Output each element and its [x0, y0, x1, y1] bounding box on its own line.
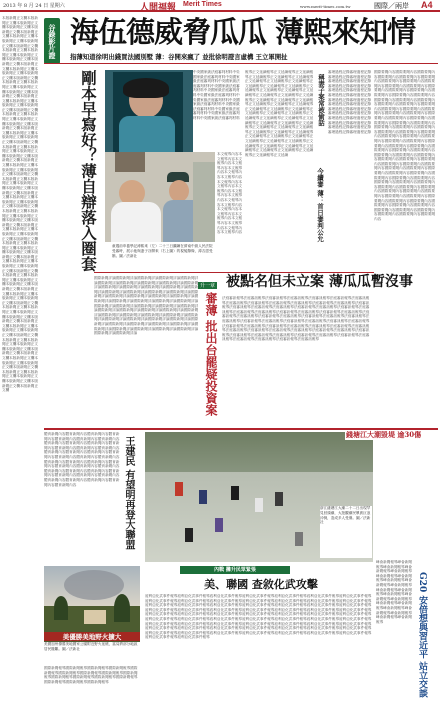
lead-body-a: 本文報導內容本文報導內容本文報導內容本文報導內容本文報導內容本文報導內容本文報導內容本文報導內容本文報導內容本文報導內容本文報導內容本文報導內容本文報導內容本文報導內容本文報導內容本文報導內容本文報導內容本文報導內容本文報導內容本文報導內容本文報導內容 — [217, 152, 243, 235]
caption-text: 浙江錢塘江大潮二十二日出現罕見回頭潮，大批觀潮民眾被巨浪沖倒，造成多人受傷。 — [320, 506, 371, 520]
lead-body-b: 報導正文延續報導正文延續報導正文延續報導正文延續報導正文延續報導正文延續報導正文延續報導正文延續報導正文延續報導正文延續報導正文延續報導正文延續報導正文延續報導正文延續報導正文延續報導正文延續報導正文延續報導正文延續報導正文延續報導正文延續報導正文延續報導正文延續報導正文延續報導正文延續報導正文延續報導正文延續報導正文延續報導正文延續報導正文延續報導正文延續報導正文延續報導正文延續報導正文延續報導正文延續報導正文延續報導正文延續報導正文延續報導正文延續報導正文延續報導正文延續報導正文延續報導正文延續報導正文延續報導正文延續報導正文延續報導正文延續報導正文延續報導正文延續報導正文延續報導正文延續報導正文延續報導正文延續報導正文延續報導正文延續報導正文延續報導正文延續報導正文延續報導正文延續報導正文延續 — [245, 70, 314, 157]
side-kicker-1: 稱妻子案常被偷話 — [317, 74, 325, 126]
caption-text: 美國加州優勝美地國家公園附近野火延燒，當局將部分地區居民撤離。 — [44, 642, 138, 651]
defendant-photo — [105, 70, 193, 152]
story2-body-a: 國際新聞評論國際新聞評論國際新聞評論國際新聞評論國際新聞評論國際新聞評論國際新聞評論國際新聞評論國際新聞評論國際新聞評論國際新聞評論國際新聞評論國際新聞評論國際新聞評論國際新聞評論國際新聞評論國際新聞評論國際新聞評論國際新聞評論國際新聞評論國際新聞評論國際新聞評論國際新聞評論國際新聞評論國際新聞評論國際新聞評論國際新聞評論國際新聞評論國際新聞評論國際新聞評論國際新聞評論國際新聞評論國際新聞評論國際新聞評論國際新聞評論國際新聞評論國際新聞評論國際新聞評論國際新聞評論國際新聞評論國際新聞評論國際新聞評論國際新聞評論國際新聞評論國際新聞評論國際新聞評論國際新聞評論國際新聞評論國際新聞評論國際新聞評論國際新聞評論國際新聞評論國際新聞評論國際新聞評論國際新聞評論國際新聞評論國際新聞評論國際新聞評論國際新聞評論國際新聞評論 — [94, 276, 199, 336]
flood-label: 錢塘江大潮毀堤 逾30傷 — [346, 430, 422, 439]
lead-body-c: 審理過程記錄審理過程記錄審理過程記錄審理過程記錄審理過程記錄審理過程記錄審理過程記錄審理過程記錄審理過程記錄審理過程記錄審理過程記錄審理過程記錄審理過程記錄審理過程記錄審理過程記錄審理過程記錄審理過程記錄審理過程記錄審理過程記錄審理過程記錄審理過程記錄審理過程記錄審理過程記錄審理過程記錄審理過程記錄審理過程記錄審理過程記錄審理過程記錄 — [328, 70, 372, 134]
lead-photo-caption — [112, 244, 216, 268]
story4-tag: 內戰 攤升民眾緊張 — [180, 566, 290, 574]
divider — [44, 63, 438, 64]
photo-credit: 圖／法新社 — [119, 253, 138, 258]
courtroom-photo — [105, 152, 215, 242]
caption-text: 童週前申養學記溥熙來（左）二十三日繼續在濟南中級人民法院受審時，展示他與妻子谷開來（右上圖）的視頻錄像，薄否認受賄。 — [112, 244, 213, 258]
g20-kicker: G20 安倍想與習近平 站立交談 — [417, 572, 427, 698]
story2-badge: 升一章 — [200, 283, 216, 289]
photo-credit: 圖／法新社 — [320, 515, 371, 525]
issue-date: 2013 年 8 月 24 日 星期六 — [3, 3, 65, 9]
topic-tag: 谷錄影片證 — [44, 18, 60, 64]
masthead: 人間福報 — [140, 3, 177, 13]
story2-kicker: 審薄 批出台罷疑投資案 — [204, 292, 218, 417]
side-kicker-2: 今續審 薄：首日審判公允 — [316, 168, 324, 242]
lead-kicker: 剛本早寫好？薄自辯落入圈套 — [79, 70, 98, 272]
story2-body-b: 法庭審訊報導法庭審訊報導法庭審訊報導法庭審訊報導法庭審訊報導法庭審訊報導法庭審訊報導法庭審訊報導法庭審訊報導法庭審訊報導法庭審訊報導法庭審訊報導法庭審訊報導法庭審訊報導法庭審訊報導法庭審訊報導法庭審訊報導法庭審訊報導法庭審訊報導法庭審訊報導法庭審訊報導法庭審訊報導法庭審訊報導法庭審訊報導法庭審訊報導法庭審訊報導法庭審訊報導法庭審訊報導法庭審訊報導法庭審訊報導法庭審訊報導法庭審訊報導法庭審訊報導法庭審訊報導法庭審訊報導法庭審訊報導法庭審訊報導法庭審訊報導法庭審訊報導法庭審訊報導法庭審訊報導法庭審訊報導法庭審訊報導法庭審訊報導法庭審訊報導法庭審訊報導法庭審訊報導法庭審訊報導法庭審訊報導法庭審訊報導法庭審訊報導法庭審訊報導法庭審訊報導法庭審訊報導法庭審訊報導法庭審訊報導法庭審訊報導法庭審訊報導法庭審訊報導法庭審訊報導法庭審訊報導法庭審訊報導法庭審訊報導法庭審訊報導法庭審訊報導法庭審訊報導 — [222, 296, 370, 342]
story3-kicker: 王建民 有望明再登大聯盟 — [123, 436, 134, 550]
story2-headline-text: 被點名但未立案 薄瓜瓜暫沒事 — [226, 274, 413, 290]
story4-headline: 美、聯國 查敘化武攻擊 — [204, 578, 318, 591]
g20-body: 峰會新聞報導峰會新聞報導峰會新聞報導峰會新聞報導峰會新聞報導峰會新聞報導峰會新聞報導峰會新聞報導峰會新聞報導峰會新聞報導峰會新聞報導峰會新聞報導峰會新聞報導峰會新聞報導峰會新聞報導峰會新聞報導峰會新聞報導峰會新聞報導峰會新聞報導峰會新聞報導峰會新聞報導峰會新聞報導 — [376, 560, 412, 624]
quote-box: 中央國家級法庭審判材料中央國家級法庭審判材料中央國家級法庭審判材料中央國家級法庭審判材料中央國家級法庭審判材料中央國家級法庭審判材料中央國家級法庭審判材料中央國家級法庭審判材料中央國家級法庭審判材料中央國家級法庭審判材料中央國家級法庭審判材料中央國家級法庭審判材料中央國家級法庭審判材料 — [193, 70, 241, 152]
page-header — [0, 0, 440, 12]
lead-subhead: 指薄知道徐明出錢買法國別墅 薄：谷開來瘋了 並批徐明證言虛構 王立軍開扯 — [70, 53, 288, 61]
page-number: A4 — [421, 0, 433, 10]
photo-credit: 圖／法新社 — [61, 646, 80, 651]
flood-caption — [320, 506, 372, 558]
masthead-en: Merit Times — [183, 1, 222, 8]
right-column-text: 國際要聞內容國際要聞內容國際要聞內容國際要聞內容國際要聞內容國際要聞內容國際要聞內容國際要聞內容國際要聞內容國際要聞內容國際要聞內容國際要聞內容國際要聞內容國際要聞內容國際要聞內容國際要聞內容國際要聞內容國際要聞內容國際要聞內容國際要聞內容國際要聞內容國際要聞內容國際要聞內容國際要聞內容國際要聞內容國際要聞內容國際要聞內容國際要聞內容國際要聞內容國際要聞內容國際要聞內容國際要聞內容國際要聞內容國際要聞內容國際要聞內容國際要聞內容國際要聞內容國際要聞內容國際要聞內容國際要聞內容國際要聞內容國際要聞內容國際要聞內容國際要聞內容國際要聞內容國際要聞內容國際要聞內容國際要聞內容國際要聞內容國際要聞內容國際要聞內容國際要聞內容國際要聞內容國際要聞內容國際要聞內容國際要聞內容國際要聞內容國際要聞內容國際要聞內容國際要聞內容國際要聞內容國際要聞內容國際要聞內容國際要聞內容國際要聞內容國際要聞內容國際要聞內容國際要聞內容國際要聞內容國際要聞內容國際要聞內容國際要聞內容國際要聞內容國際要聞內容國際要聞內容國際要聞內容國際要聞內容國際要聞內容國際要聞內容國際要聞內容國際要聞內容國際要聞內容國際要聞內容國際要聞內容國際要聞內容國際要聞內容國際要聞內容國際要聞內容國際要聞內容國際要聞內容國際要聞內容 — [374, 70, 436, 221]
story3-body: 體育新聞內容體育新聞內容體育新聞內容體育新聞內容體育新聞內容體育新聞內容體育新聞內容體育新聞內容體育新聞內容體育新聞內容體育新聞內容體育新聞內容體育新聞內容體育新聞內容體育新聞內容體育新聞內容體育新聞內容體育新聞內容體育新聞內容體育新聞內容體育新聞內容體育新聞內容體育新聞內容體育新聞內容體育新聞內容體育新聞內容體育新聞內容體育新聞內容體育新聞內容體育新聞內容體育新聞內容體育新聞內容體育新聞內容體育新聞內容體育新聞內容體育新聞內容體育新聞內容體育新聞內容體育新聞內容體育新聞內容 — [44, 432, 120, 487]
lead-headline: 海伍德威脅瓜瓜 薄熙來知情 — [70, 15, 416, 49]
left-column-text: 本版新聞正文欄本版新聞正文欄本版新聞正文欄本版新聞正文欄本版新聞正文欄本版新聞正文欄本版新聞正文欄本版新聞正文欄本版新聞正文欄本版新聞正文欄本版新聞正文欄本版新聞正文欄本版新聞正文欄本版新聞正文欄本版新聞正文欄本版新聞正文欄本版新聞正文欄本版新聞正文欄本版新聞正文欄本版新聞正文欄本版新聞正文欄本版新聞正文欄本版新聞正文欄本版新聞正文欄本版新聞正文欄本版新聞正文欄本版新聞正文欄本版新聞正文欄本版新聞正文欄本版新聞正文欄本版新聞正文欄本版新聞正文欄本版新聞正文欄本版新聞正文欄本版新聞正文欄本版新聞正文欄本版新聞正文欄本版新聞正文欄本版新聞正文欄本版新聞正文欄本版新聞正文欄本版新聞正文欄本版新聞正文欄本版新聞正文欄本版新聞正文欄本版新聞正文欄本版新聞正文欄本版新聞正文欄本版新聞正文欄本版新聞正文欄本版新聞正文欄本版新聞正文欄本版新聞正文欄本版新聞正文欄本版新聞正文欄本版新聞正文欄本版新聞正文欄本版新聞正文欄本版新聞正文欄本版新聞正文欄本版新聞正文欄本版新聞正文欄本版新聞正文欄本版新聞正文欄本版新聞正文欄本版新聞正文欄本版新聞正文欄本版新聞正文欄本版新聞正文欄本版新聞正文欄本版新聞正文欄本版新聞正文欄本版新聞正文欄本版新聞正文欄本版新聞正文欄本版新聞正文欄本版新聞正文欄本版新聞正文欄本版新聞正文欄本版新聞正文欄本版新聞正文欄本版新聞正文欄本版新聞正文欄本版新聞正文欄本版新聞正文欄本版新聞正文欄本版新聞正文欄本版新聞正文欄本版新聞正文欄本版新聞正文欄本版新聞正文欄本版新聞正文欄本版新聞正文欄本版新聞正文欄本版新聞正文欄本版新聞正文欄本版新聞正文欄本版新聞正文欄本版新聞正文欄本版新聞正文欄本版新聞正文欄本版新聞正文欄本版新聞正文欄本版新聞正文欄本版新聞正文欄本版新聞正文欄本版新聞正文欄本版新聞正文欄本版新聞正文欄本版新聞正文欄本版新聞正文欄本版新聞正文欄本版新聞正文欄本版新聞正文欄本版新聞正文欄本版新聞正文欄 — [2, 16, 38, 393]
wildfire-body: 國際新聞報導國際新聞報導國際新聞報導國際新聞報導國際新聞報導國際新聞報導國際新聞報導國際新聞報導國際新聞報導國際新聞報導國際新聞報導國際新聞報導國際新聞報導國際新聞報導國際新聞報導國際新聞報導 — [44, 666, 138, 684]
wildfire-caption — [44, 642, 140, 664]
wildfire-label: 美優勝美地野火擴大 — [44, 632, 140, 641]
story4-body: 敘利亞化武事件報導敘利亞化武事件報導敘利亞化武事件報導敘利亞化武事件報導敘利亞化武事件報導敘利亞化武事件報導敘利亞化武事件報導敘利亞化武事件報導敘利亞化武事件報導敘利亞化武事件報導敘利亞化武事件報導敘利亞化武事件報導敘利亞化武事件報導敘利亞化武事件報導敘利亞化武事件報導敘利亞化武事件報導敘利亞化武事件報導敘利亞化武事件報導敘利亞化武事件報導敘利亞化武事件報導敘利亞化武事件報導敘利亞化武事件報導敘利亞化武事件報導敘利亞化武事件報導敘利亞化武事件報導敘利亞化武事件報導敘利亞化武事件報導敘利亞化武事件報導敘利亞化武事件報導敘利亞化武事件報導敘利亞化武事件報導敘利亞化武事件報導敘利亞化武事件報導敘利亞化武事件報導敘利亞化武事件報導敘利亞化武事件報導敘利亞化武事件報導敘利亞化武事件報導敘利亞化武事件報導敘利亞化武事件報導敘利亞化武事件報導敘利亞化武事件報導敘利亞化武事件報導敘利亞化武事件報導敘利亞化武事件報導敘利亞化武事件報導敘利亞化武事件報導敘利亞化武事件報導敘利亞化武事件報導敘利亞化武事件報導敘利亞化武事件報導敘利亞化武事件報導敘利亞化武事件報導敘利亞化武事件報導敘利亞化武事件報導敘利亞化武事件報導敘利亞化武事件報導敘利亞化武事件報導敘利亞化武事件報導敘利亞化武事件報導敘利亞化武事件報導敘利亞化武事件報導敘利亞化武事件報導敘利亞化武事件報導敘利亞化武事件報導 — [145, 594, 372, 640]
section-label: 國際／兩岸 — [374, 2, 409, 10]
website: www.merit-times.com.tw — [300, 4, 351, 9]
story2-headline — [226, 272, 413, 292]
wildfire-photo — [44, 566, 140, 642]
